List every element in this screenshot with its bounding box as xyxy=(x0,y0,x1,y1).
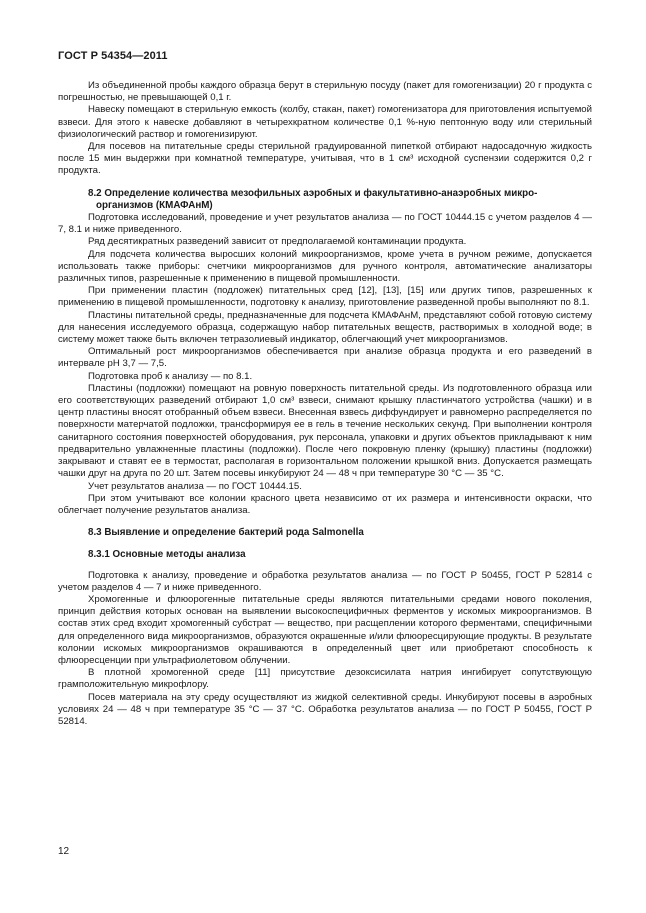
paragraph: Из объединенной пробы каждого образца берут в стерильную посуду (пакет для гомогенизации) 20 г продукта с погрешностью, не превышающей 0,1 г. xyxy=(58,80,592,104)
paragraph: В плотной хромогенной среде [11] присутствие дезоксисилата натрия ингибирует сопутствующую грамположительную микрофлору. xyxy=(58,667,592,691)
paragraph: Учет результатов анализа — по ГОСТ 10444.15. xyxy=(88,480,302,492)
paragraph: Навеску помещают в стерильную емкость (колбу, стакан, пакет) гомогенизатора для приготовления испытуемой взвеси. Для этого к навеске добавляют в четырехкратном количестве 0,1 %-ную пептонную воду или стерильный физиологический раствор и гомогенизируют. xyxy=(58,104,592,140)
section-heading-8-2: 8.2 Определение количества мезофильных аэробных и факультативно-анаэробных микро- xyxy=(88,187,538,199)
paragraph: Ряд десятикратных разведений зависит от предполагаемой контаминации продукта. xyxy=(88,236,467,248)
document-header: ГОСТ Р 54354—2011 xyxy=(58,50,168,62)
page-number: 12 xyxy=(58,846,70,857)
document-body xyxy=(58,80,592,728)
paragraph: Посев материала на эту среду осуществляют из жидкой селективной среды. Инкубируют посевы в аэробных условиях 24 — 48 ч при температуре 35 °C — 37 °C. Обработка результатов анализа — по ГОСТ Р 50455, ГОСТ Р 52814. xyxy=(58,691,592,727)
section-heading-8-2-continued: организмов (КМАФАнМ) xyxy=(96,199,213,211)
paragraph: Для посевов на питательные среды стерильной градуированной пипеткой отбирают надосадочную жидкость после 15 мин выдержки при комнатной температуре, учитывая, что в 1 см³ исходной суспензии содержится 0,2 г продукта. xyxy=(58,141,592,177)
paragraph: Подготовка проб к анализу — по 8.1. xyxy=(88,370,253,382)
paragraph: Оптимальный рост микроорганизмов обеспечивается при анализе образца продукта и его разведений в интервале pH 3,7 — 7,5. xyxy=(58,346,592,370)
section-heading-8-3: 8.3 Выявление и определение бактерий рода Salmonella xyxy=(88,527,364,539)
paragraph: Подготовка к анализу, проведение и обработка результатов анализа — по ГОСТ Р 50455, ГОСТ Р 52814 с учетом разделов 4 — 7 и ниже приведенного. xyxy=(58,569,592,593)
paragraph: При этом учитывают все колонии красного цвета независимо от их размера и интенсивности окраски, что облегчает получение результатов анализа. xyxy=(58,492,592,516)
paragraph: Пластины питательной среды, предназначенные для подсчета КМАФАнМ, представляют собой готовую систему для нанесения исследуемого образца, содержащую набор питательных веществ, растворимых в холодной воде; в систему может также быть включен тетразолиевый индикатор, облегчающий учет микроорганизмов. xyxy=(58,309,592,346)
paragraph: Подготовка исследований, проведение и учет результатов анализа — по ГОСТ 10444.15 с учетом разделов 4 — 7, 8.1 и ниже приведенного. xyxy=(58,212,592,236)
paragraph: Для подсчета количества выросших колоний микроорганизмов, кроме учета в ручном режиме, допускается использовать также приборы: счетчики микроорганизмов для ручного контроля, автоматические анализаторы различных типов, разрешенные к применению в пищевой промышленности. xyxy=(58,248,592,285)
paragraph: Пластины (подложки) помещают на ровную поверхность питательной среды. Из подготовленного образца или его соответствующих разведений отбирают 1,0 см³ взвеси, снимают крышку пластинчатого устройства (чашки) и в центр пластины вносят отобранный объем взвеси. Внесенная взвесь диффундирует и равномерно распределяется по поверхности матерчатой подложки, трансформируя ее в гель в течение нескольких секунд. При выполнении контроля санитарного состояния поверхностей оборудования, рук персонала, упаковки и других объектов прикладывают к ним предварительно увлажненные пластины (подложки). После чего покровную пленку (крышку) пластины (подложки) закрывают и ставят ее в термостат, располагая в горизонтальном положении крышкой вниз. Допускается размещать чашки друг на друга по 20 шт. Затем посевы инкубируют 24 — 48 ч при температуре 30 °C — 35 °C. xyxy=(58,382,592,480)
section-heading-8-3-1: 8.3.1 Основные методы анализа xyxy=(88,549,246,561)
paragraph: При применении пластин (подложек) питательных сред [12], [13], [15] или других типов, разрешенных к применению в пищевой промышленности, подготовку к анализу, приготовление разведенной пробы выполняют по 8.1. xyxy=(58,285,592,309)
paragraph: Хромогенные и флюорогенные питательные среды являются питательными средами нового поколения, принцип действия которых основан на выявлении высокоспецифичных ферментов у искомых микроорганизмов. В состав этих сред входит хромогенный субстрат — вещество, при расщеплении которого ферментами, специфичными для определенного вида микроорганизмов, образуются окрашенные и/или флюоресцирующие продукты. В результате колонии искомых микроорганизмов окрашиваются в определенный цвет или приобретают способность к флюоресценции при ультрафиолетовом облучении. xyxy=(58,593,592,666)
